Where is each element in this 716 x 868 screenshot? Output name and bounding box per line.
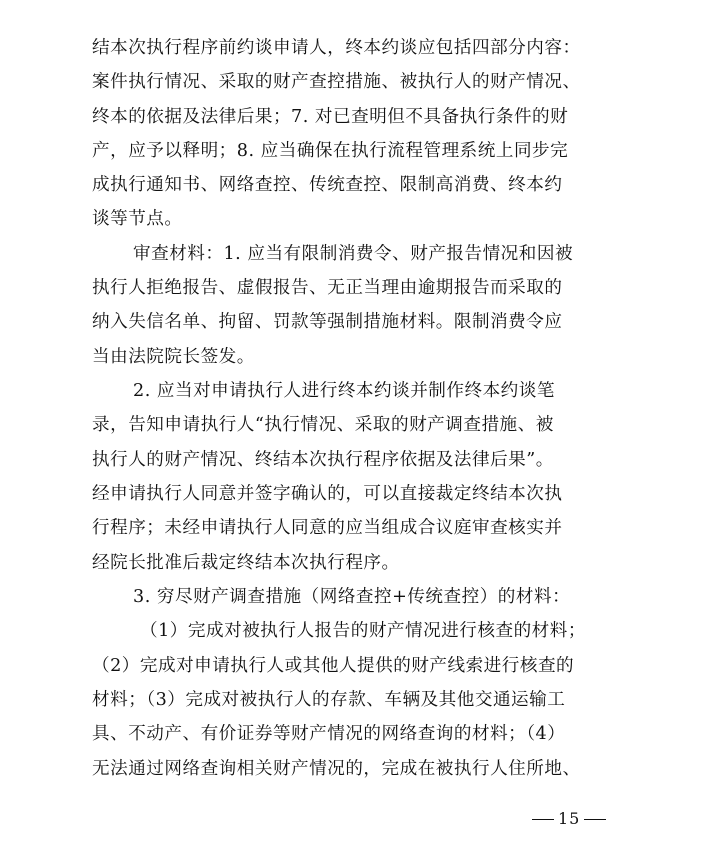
page-number [528,804,610,834]
text-line: 执行人的财产情况、终结本次执行程序依据及法律后果”。 [92,450,554,470]
text-line: 纳入失信名单、拘留、罚款等强制措施材料。限制消费令应 [92,312,563,332]
text-line: 案件执行情况、采取的财产查控措施、被执行人的财产情况、 [92,72,581,92]
page-number-left-dash [532,819,554,820]
text-line: （2）完成对申请执行人或其他人提供的财产线索进行核查的 [92,656,575,676]
text-line: 行程序；未经申请执行人同意的应当组成合议庭审查核实并 [92,518,563,538]
text-line: 具、不动产、有价证券等财产情况的网络查询的材料；（4） [92,724,566,744]
text-line: 录，告知申请执行人“执行情况、采取的财产调查措施、被 [92,415,554,435]
text-line: 当由法院院长签发。 [92,347,255,367]
text-line: 审查材料：1. 应当有限制消费令、财产报告情况和因被 [133,244,574,264]
page-number-value: 15 [558,809,581,828]
text-line: 经院长批准后裁定终结本次执行程序。 [92,553,400,573]
text-line: （1）完成对被执行人报告的财产情况进行核查的材料； [140,621,586,641]
text-line: 谈等节点。 [92,209,183,229]
text-line: 结本次执行程序前约谈申请人，终本约谈应包括四部分内容： [92,38,581,58]
text-line: 执行人拒绝报告、虚假报告、无正当理由逾期报告而采取的 [92,278,563,298]
text-line: 无法通过网络查询相关财产情况的，完成在被执行人住所地、 [92,759,581,779]
text-line: 经申请执行人同意并签字确认的，可以直接裁定终结本次执 [92,484,563,504]
text-line: 终本的依据及法律后果；7. 对已查明但不具备执行条件的财 [92,107,569,127]
text-line: 成执行通知书、网络查控、传统查控、限制高消费、终本约 [92,175,563,195]
text-line: 2. 应当对申请执行人进行终本约谈并制作终本约谈笔 [133,381,555,401]
text-line: 3. 穷尽财产调查措施（网络查控+传统查控）的材料： [133,587,571,607]
page-number-right-dash [584,819,606,820]
text-line: 产，应予以释明；8. 应当确保在执行流程管理系统上同步完 [92,141,569,161]
text-line: 材料；（3）完成对被执行人的存款、车辆及其他交通运输工 [92,690,566,710]
